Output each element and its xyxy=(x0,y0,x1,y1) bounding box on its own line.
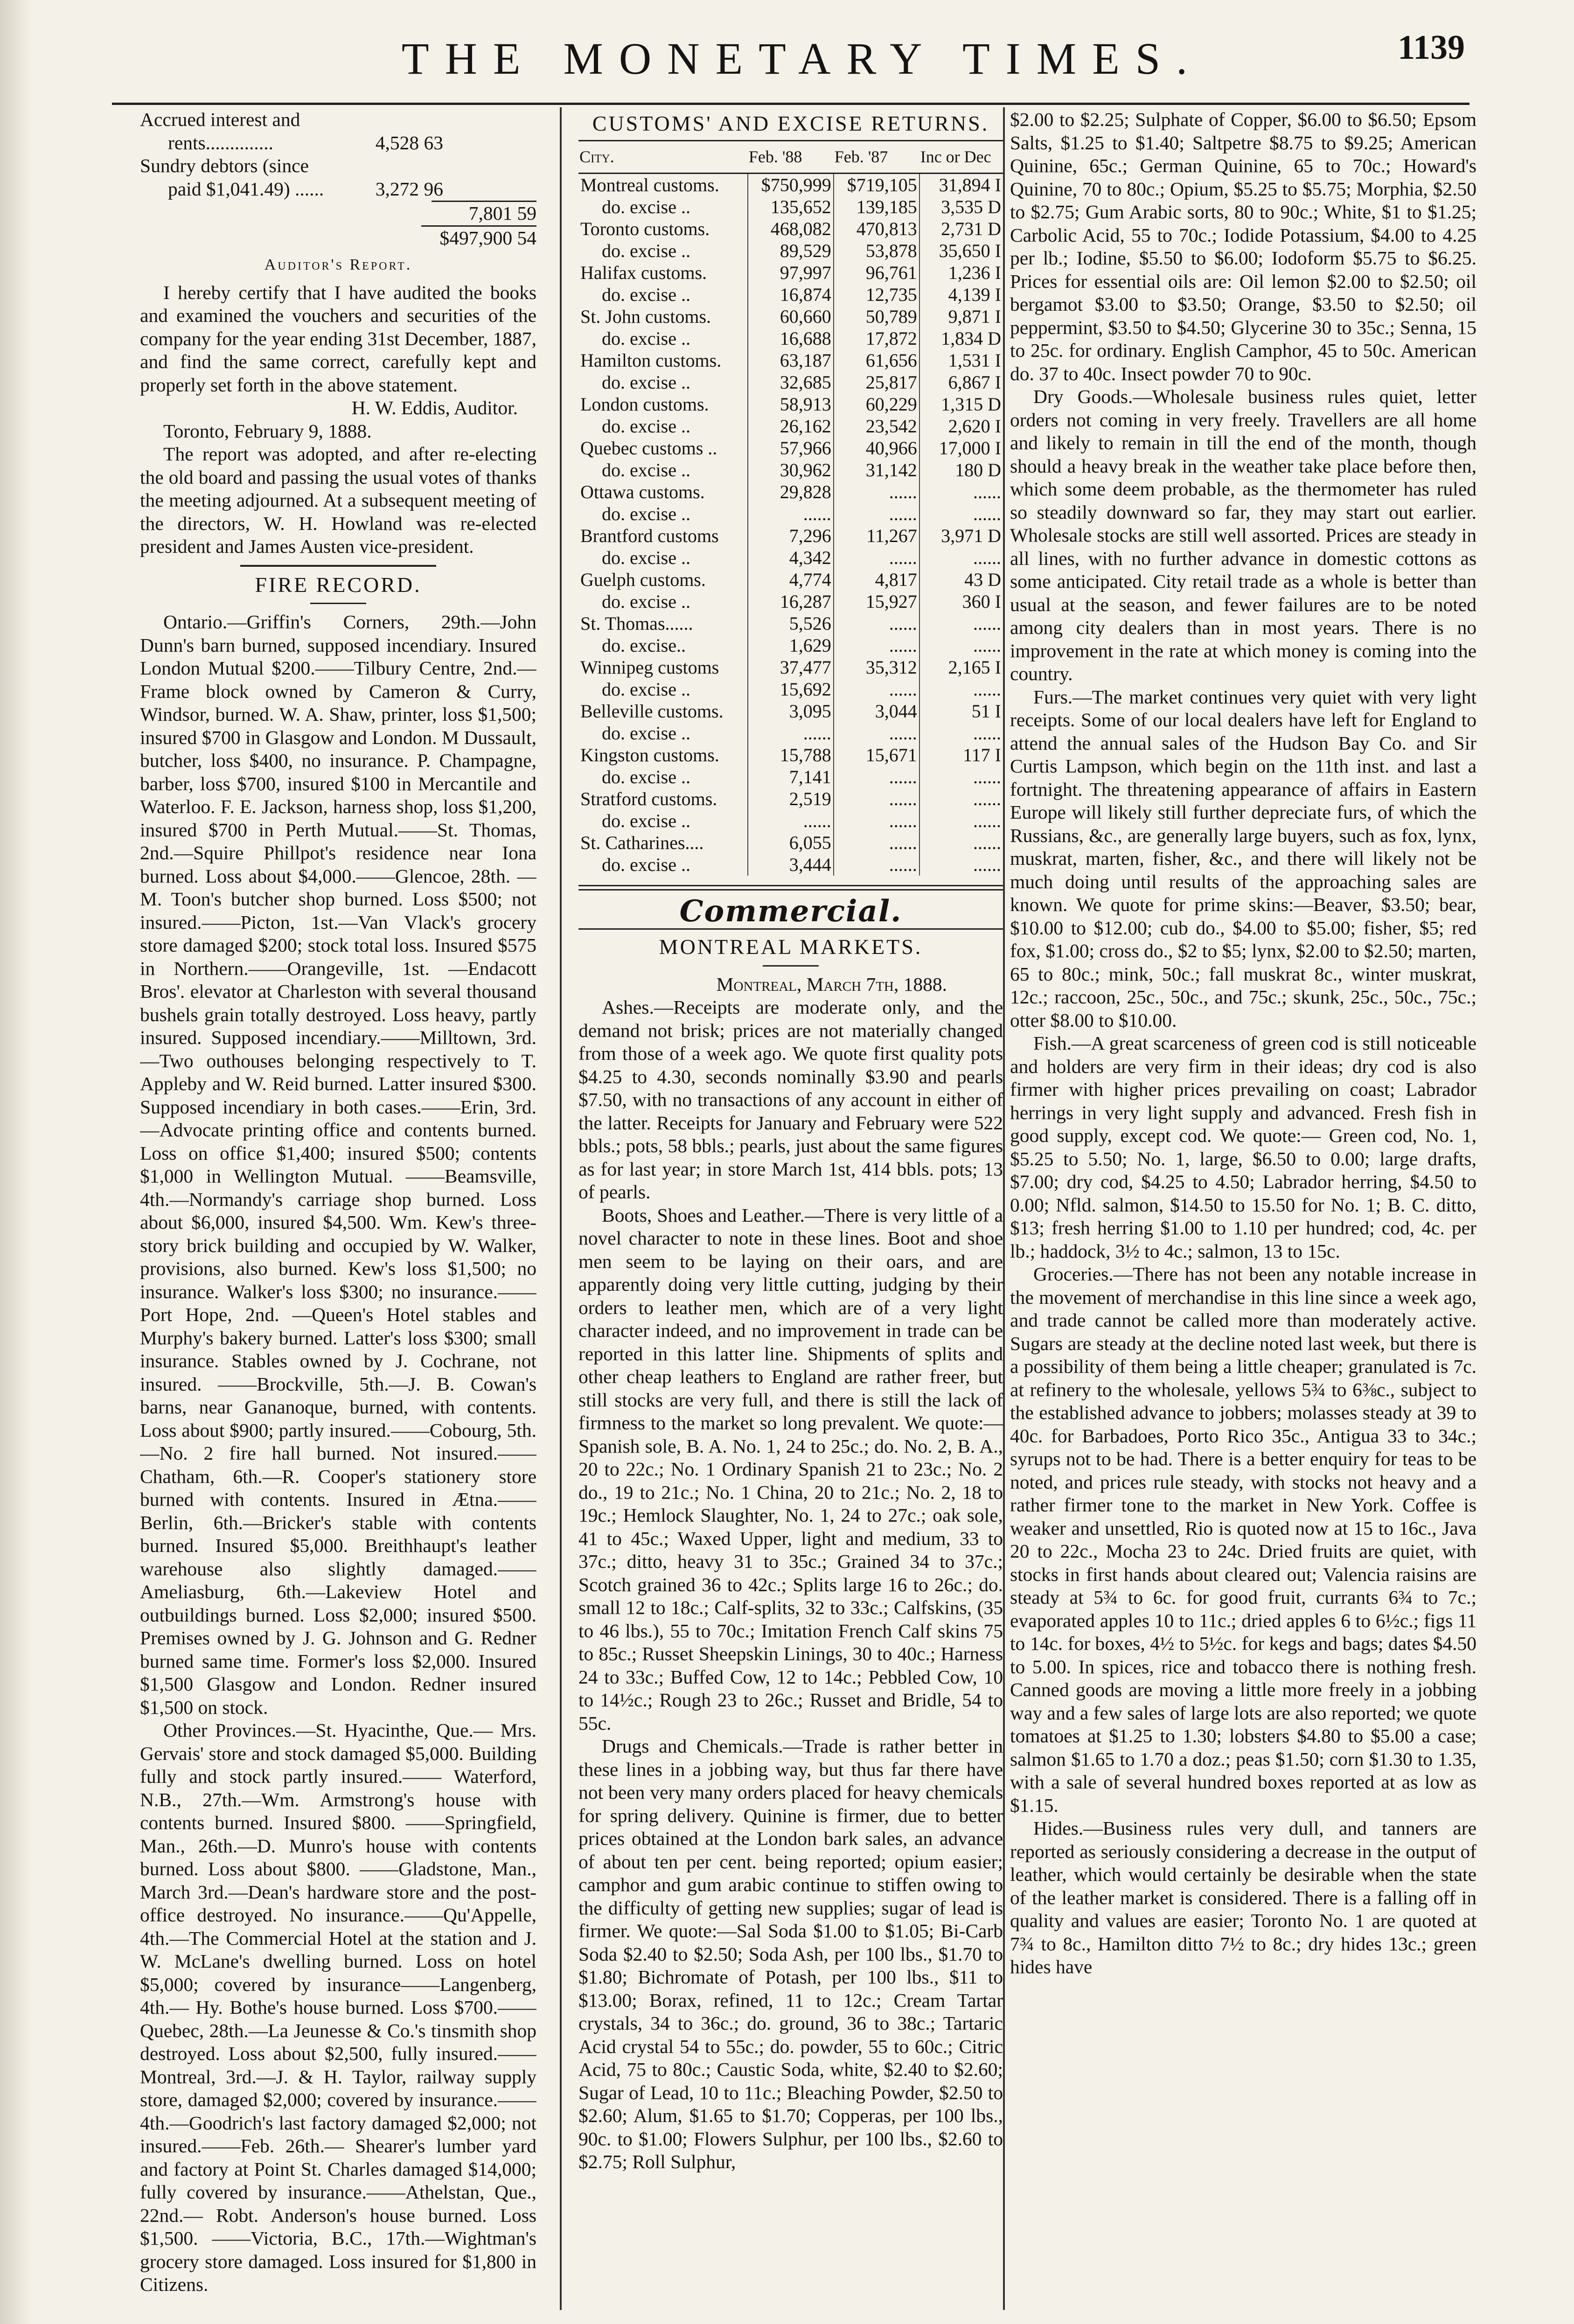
table-cell-city: Guelph customs. xyxy=(580,569,706,590)
table-cell-value: 29,828 xyxy=(748,481,834,503)
table-cell-value: 6,055 xyxy=(748,832,834,854)
column-divider-2 xyxy=(1003,107,1005,2310)
table-row xyxy=(578,284,1003,306)
table-cell-value: 3,044 xyxy=(834,700,919,722)
table-cell-city: do. excise .. xyxy=(602,810,690,831)
table-cell-value: 117 I xyxy=(919,744,1003,766)
table-cell-value: 180 D xyxy=(919,459,1003,481)
table-cell-value: 16,287 xyxy=(748,591,834,612)
balance-sheet-tail xyxy=(140,108,536,250)
account-subtotal: 7,801 59 xyxy=(140,201,536,225)
table-row xyxy=(578,722,1003,744)
table-cell-city: St. Thomas...... xyxy=(580,612,693,634)
table-cell-value: 2,165 I xyxy=(919,656,1003,678)
table-row xyxy=(578,173,1003,196)
table-cell-value: 51 I xyxy=(919,700,1003,722)
table-cell-city: do. excise.. xyxy=(602,634,686,656)
table-cell-value: 97,997 xyxy=(748,262,834,284)
table-cell-value: 15,927 xyxy=(834,591,919,612)
table-cell-value: ...... xyxy=(834,810,919,832)
table-cell-value: ...... xyxy=(834,481,919,503)
furs-text: Furs.—The market continues very quiet with very light receipts. Some of our local dealers have left for England to attend the annual sales of the Hudson Bay Co. and Sir Curtis Lampson, which begin on the 11th inst. and last a fortnight. The threatening appearance of affairs in Eastern Europe will likely still further depreciate furs, of which the Russians, &c., are generally large buyers, such as fox, lynx, muskrat, marten, fisher, &c., and there will likely not be much doing until results of the approaching sales are known. We quote for prime skins:—Beaver, $3.50; bear, $10.00 to $12.00; cub do., $4.00 to $5.00; fisher, $5; red fox, $1.00; cross do., $2 to $5; lynx, $2.00 to $2.50; marten, 65 to 80c.; mink, 50c.; fall muskrat 8c., winter muskrat, 12c.; raccoon, 25c., 50c., and 75c.; skunk, 25c., 50c., 75c.; otter $8.00 to $10.00. xyxy=(1010,686,1476,1031)
table-cell-city: do. excise .. xyxy=(602,722,690,744)
column-header-city: City. xyxy=(578,140,748,173)
table-cell-value: ...... xyxy=(919,678,1003,700)
table-row xyxy=(578,788,1003,810)
table-cell-city: St. John customs. xyxy=(580,306,711,327)
table-cell-value: 32,685 xyxy=(748,371,834,393)
table-cell-value: 61,656 xyxy=(834,349,919,371)
table-cell-value: 135,652 xyxy=(748,196,834,218)
table-cell-value: 5,526 xyxy=(748,612,834,634)
table-cell-value: 50,789 xyxy=(834,306,919,327)
table-cell-value: 3,535 D xyxy=(919,196,1003,218)
table-cell-value: 17,000 I xyxy=(919,437,1003,459)
table-cell-city: do. excise .. xyxy=(602,547,690,568)
account-row: Sundry debtors (since xyxy=(140,155,309,176)
table-cell-value: 40,966 xyxy=(834,437,919,459)
table-cell-city: Ottawa customs. xyxy=(580,481,705,502)
table-cell-value: ...... xyxy=(748,722,834,744)
table-cell-city: do. excise .. xyxy=(602,284,690,305)
table-cell-city: do. excise .. xyxy=(602,196,690,217)
table-cell-city: Toronto customs. xyxy=(580,218,710,239)
table-cell-value: ...... xyxy=(834,788,919,810)
table-row xyxy=(578,371,1003,393)
table-cell-value: ...... xyxy=(919,547,1003,569)
boots-shoes-leather-text: Boots, Shoes and Leather.—There is very little of a novel character to note in these lines. Boot and shoe men seem to be laying on their oars, and are apparently doing very little cutting, judging by their orders to leather men, which are of a very light character indeed, and no improvement in trade can be reported in this latter line. Shipments of splits and other cheap leathers to England are rather freer, but still stocks are very full, and there is still the lack of firmness to the market so long prevalent. We quote:—Spanish sole, B. A. No. 1, 24 to 25c.; do. No. 2, B. A., 20 to 22c.; No. 1 Ordinary Spanish 21 to 23c.; No. 2 do., 19 to 21c.; No. 1 China, 20 to 21c.; No. 2, 18 to 19c.; Hemlock Slaughter, No. 1, 24 to 27c.; oak sole, 41 to 45c.; Waxed Upper, light and medium, 33 to 37c.; ditto, heavy 31 to 35c.; Grained 34 to 37c.; Scotch grained 36 to 42c.; Splits large 16 to 26c.; do. small 12 to 18c.; Calf-splits, 32 to 33c.; Calfskins, (35 to 46 lbs.), 55 to 70c.; Imitation French Calf skins 75 to 85c.; Russet Sheepskin Linings, 30 to 40c.; Harness 24 to 33c.; Buffed Cow, 12 to 14c.; Pebbled Cow, 10 to 14½c.; Rough 23 to 26c.; Russet and Bridle, 54 to 55c. xyxy=(578,1204,1003,1734)
table-cell-city: Brantford customs xyxy=(580,525,719,546)
page-number: 1139 xyxy=(1398,28,1465,67)
table-row xyxy=(578,415,1003,437)
ashes-text: Ashes.—Receipts are moderate only, and the demand not brisk; prices are not materially changed from those of a week ago. We quote first quality pots $4.25 to 4.30, seconds nominally $3.90 and pearls $7.50, with no transactions of any account in either of the latter. Receipts for January and February were 522 bbls.; pots, 58 bbls.; pearls, just about the same figures as for last year; in store March 1st, 414 bbls. pots; 13 of pearls. xyxy=(578,996,1003,1203)
commercial-heading: Commercial. xyxy=(679,893,902,929)
column-1 xyxy=(140,108,536,2305)
table-cell-value: ...... xyxy=(834,612,919,634)
table-cell-value: 1,531 I xyxy=(919,349,1003,371)
table-row xyxy=(578,634,1003,656)
table-cell-city: St. Catharines.... xyxy=(580,832,704,853)
table-cell-city: London customs. xyxy=(580,393,709,415)
table-row xyxy=(578,766,1003,788)
table-cell-value: ...... xyxy=(834,678,919,700)
table-cell-value: ...... xyxy=(919,612,1003,634)
table-row xyxy=(578,393,1003,415)
account-total: $497,900 54 xyxy=(140,225,536,250)
table-row xyxy=(578,810,1003,832)
table-cell-value: ...... xyxy=(834,832,919,854)
table-cell-value: 3,971 D xyxy=(919,525,1003,547)
table-cell-value: 7,296 xyxy=(748,525,834,547)
table-row xyxy=(578,481,1003,503)
drugs-chemicals-text: Drugs and Chemicals.—Trade is rather better in these lines in a jobbing way, but thus far there have not been very many orders placed for heavy chemicals for spring delivery. Quinine is firmer, due to better prices obtained at the London bark sales, an advance of about ten per cent. being reported; opium easier; camphor and gum arabic continue to stiffen owing to the difficulty of getting new supplies; sugar of lead is firmer. We quote:—Sal Soda $1.00 to $1.05; Bi-Carb Soda $2.40 to $2.50; Soda Ash, per 100 lbs., $1.70 to $1.80; Bichromate of Potash, per 100 lbs., $11 to $13.00; Borax, refined, 11 to 12c.; Cream Tartar crystals, 34 to 36c.; do. ground, 36 to 38c.; Tartaric Acid crystal 54 to 55c.; do. powder, 55 to 60c.; Citric Acid, 75 to 80c.; Caustic Soda, white, $2.40 to $2.60; Sugar of Lead, 10 to 11c.; Bleaching Powder, $2.50 to $2.60; Alum, $1.65 to $1.70; Copperas, per 100 lbs., 90c. to $1.00; Flowers Sulphur, per 100 lbs., $2.60 to $2.75; Roll Sulphur, xyxy=(578,1735,1003,2172)
table-cell-value: 1,834 D xyxy=(919,327,1003,349)
table-cell-value: 1,315 D xyxy=(919,393,1003,415)
table-cell-city: do. excise .. xyxy=(602,371,690,393)
table-cell-city: do. excise .. xyxy=(602,240,690,261)
table-cell-value: 2,620 I xyxy=(919,415,1003,437)
table-row xyxy=(578,327,1003,349)
fish-text: Fish.—A great scarceness of green cod is still noticeable and holders are very firm in their ideas; dry cod is also firmer with higher prices prevailing on coast; Labrador herrings in very light supply and advanced. Fresh fish in good supply, except cod. We quote:— Green cod, No. 1, $5.25 to 5.50; No. 1, large, $6.50 to 0.00; large drafts, $7.00; dry cod, $4.25 to 4.50; Labrador herring, $4.50 to 0.00; Nfld. salmon, $14.50 to 15.50 for No. 1; B. C. ditto, $13; fresh herring $1.00 to 1.10 per hundred; cod, 4c. per lb.; haddock, 3½ to 4c.; salmon, 13 to 15c. xyxy=(1010,1032,1476,1262)
auditor-text: I hereby certify that I have audited the books and examined the vouchers and securities of the company for the year ending 31st December, 1887, and find the same correct, carefully kept and properly set forth in the above statement. xyxy=(140,281,536,396)
table-row xyxy=(578,196,1003,218)
table-row xyxy=(578,240,1003,262)
table-cell-value: 4,342 xyxy=(748,547,834,569)
report-text: The report was adopted, and after re-electing the old board and passing the usual votes of thanks the meeting adjourned. At a subsequent meeting of the directors, W. H. Howland was re-elected president and James Austen vice-president. xyxy=(140,443,536,557)
table-cell-value: 2,731 D xyxy=(919,218,1003,240)
table-row xyxy=(578,262,1003,284)
table-cell-value: 60,229 xyxy=(834,393,919,415)
table-row xyxy=(578,832,1003,854)
table-cell-value: 96,761 xyxy=(834,262,919,284)
section-rule xyxy=(310,603,366,604)
auditor-heading: Auditor's Report. xyxy=(264,256,412,273)
masthead xyxy=(140,23,1465,89)
table-cell-value: 470,813 xyxy=(834,218,919,240)
table-cell-value: 11,267 xyxy=(834,525,919,547)
table-row xyxy=(578,744,1003,766)
table-cell-city: Hamilton customs. xyxy=(580,349,722,371)
masthead-rule xyxy=(112,103,1470,105)
table-cell-value: 58,913 xyxy=(748,393,834,415)
table-row xyxy=(578,503,1003,525)
table-cell-value: 60,660 xyxy=(748,306,834,327)
table-cell-city: Belleville customs. xyxy=(580,700,724,722)
table-cell-value: 4,139 I xyxy=(919,284,1003,306)
table-cell-value: 35,312 xyxy=(834,656,919,678)
fire-other-provinces-text: Other Provinces.—St. Hyacinthe, Que.— Mrs. Gervais' store and stock damaged $5,000. Building fully and stock partly insured.—— Waterford, N.B., 27th.—Wm. Armstrong's house with contents burned. Insured $800. ——Springfield, Man., 26th.—D. Munro's house with contents burned. Loss about $800. ——Gladstone, Man., March 3rd.—Dean's hardware store and the post-office destroyed. No insurance.——Qu'Appelle, 4th.—The Commercial Hotel at the station and J. W. McLane's dwelling burned. Loss on hotel $5,000; covered by insurance——Langenberg, 4th.— Hy. Bothe's house burned. Loss $700.—— Quebec, 28th.—La Jeunesse & Co.'s tinsmith shop destroyed. Loss about $2,500, fully insured.——Montreal, 3rd.—J. & H. Taylor, railway supply store, damaged $2,000; covered by insurance.——4th.—Goodrich's last factory damaged $2,000; not insured.——Feb. 26th.— Shearer's lumber yard and factory at Point St. Charles damaged $14,000; fully covered by insurance.——Athelstan, Que., 22nd.— Robt. Anderson's house burned. Loss $1,500. ——Victoria, B.C., 17th.—Wightman's grocery store damaged. Loss insured for $1,800 in Citizens. xyxy=(140,1719,536,2295)
column-header-feb-87: Feb. '87 xyxy=(834,140,919,173)
table-row xyxy=(578,349,1003,371)
table-cell-city: do. excise .. xyxy=(602,327,690,349)
table-cell-value: ...... xyxy=(919,788,1003,810)
table-cell-value: 25,817 xyxy=(834,371,919,393)
table-cell-city: Quebec customs .. xyxy=(580,437,717,459)
table-cell-value: ...... xyxy=(834,547,919,569)
column-2 xyxy=(578,108,1003,2305)
section-rule xyxy=(240,565,436,567)
column-header-feb-88: Feb. '88 xyxy=(748,140,834,173)
table-cell-value: 16,688 xyxy=(748,327,834,349)
table-cell-city: Stratford customs. xyxy=(580,788,717,809)
table-cell-value: 9,871 I xyxy=(919,306,1003,327)
table-row xyxy=(578,218,1003,240)
table-cell-value: $750,999 xyxy=(748,173,834,196)
customs-heading: CUSTOMS' AND EXCISE RETURNS. xyxy=(592,111,989,135)
table-cell-value: ...... xyxy=(919,810,1003,832)
table-cell-city: do. excise .. xyxy=(602,415,690,437)
table-cell-value: 31,142 xyxy=(834,459,919,481)
montreal-markets-heading: MONTREAL MARKETS. xyxy=(659,935,923,959)
table-cell-city: do. excise .. xyxy=(602,678,690,700)
groceries-text: Groceries.—There has not been any notable increase in the movement of merchandise in this line since a week ago, and trade cannot be called more than moderately active. Sugars are steady at the decline noted last week, but there is a possibility of them being a little cheaper; granulated is 7c. at refinery to the wholesale, yellows 5¾ to 6⅜c., subject to the established advance to jobbers; molasses steady at 39 to 40c. for Barbadoes, Porto Rico 35c., Antigua 33 to 34c.; syrups not to be had. There is a better enquiry for teas to be noted, and prices rule steady, with stocks not heavy and a rather firmer tone to the market in New York. Coffee is weaker and unsettled, Rio is quoted now at 15 to 16c., Java 20 to 22c., Mocha 23 to 24c. Dried fruits are quiet, with stocks in first hands about cleared out; Valencia raisins are steady at 5¾ to 6c. for good fruit, currants 6¾ to 7c.; evaporated apples 10 to 11c.; dried apples 6 to 6½c.; figs 11 to 14c. for boxes, 4½ to 5½c. for kegs and bags; dates $4.50 to 5.00. In spices, rice and tobacco there is nothing fresh. Canned goods are moving a little more freely in a jobbing way and a few sales of large lots are also reported; we quote tomatoes at $1.25 to 1.30; lobsters $4.80 to $5.00 a case; salmon $1.65 to 1.70 a doz.; peas $1.50; corn $1.30 to 1.35, with a sale of several hundred boxes reported at as low as $1.15. xyxy=(1010,1263,1476,1816)
table-cell-value: 31,894 I xyxy=(919,173,1003,196)
table-cell-value: ...... xyxy=(834,766,919,788)
table-cell-value: 3,095 xyxy=(748,700,834,722)
table-cell-value: ...... xyxy=(919,832,1003,854)
newspaper-title: THE MONETARY TIMES. xyxy=(401,34,1204,83)
table-cell-value: ...... xyxy=(748,810,834,832)
table-cell-city: Kingston customs. xyxy=(580,744,719,765)
table-row xyxy=(578,678,1003,700)
table-cell-value: 1,629 xyxy=(748,634,834,656)
table-cell-value: 360 I xyxy=(919,591,1003,612)
table-cell-value: 89,529 xyxy=(748,240,834,262)
drugs-continued-text: $2.00 to $2.25; Sulphate of Copper, $6.00 to $6.50; Epsom Salts, $1.25 to $1.40; Saltpetre $8.75 to $9.25; American Quinine, 65c.; German Quinine, 65 to 70c.; Howard's Quinine, 70 to 80c.; Opium, $5.25 to $5.75; Morphia, $2.50 to $2.75; Gum Arabic sorts, 80 to 90c.; White, $1 to $1.25; Carbolic Acid, 55 to 70c.; Iodide Potassium, $4.00 to 4.25 per lb.; Iodine, $5.50 to $6.00; Iodoform $5.75 to $6.25. Prices for essential oils are: Oil lemon $2.00 to $2.50; oil bergamot $3.00 to $3.50; Orange, $3.50 to $2.50; oil peppermint, $3.50 to $4.50; Glycerine 30 to 35c.; Senna, 15 to 25c. for ordinary. English Camphor, 45 to 50c. American do. 37 to 40c. Insect powder 70 to 90c. xyxy=(1010,109,1476,384)
table-row xyxy=(578,612,1003,634)
table-cell-value: 57,966 xyxy=(748,437,834,459)
table-cell-value: ...... xyxy=(919,634,1003,656)
table-row xyxy=(578,459,1003,481)
account-row: Accrued interest and xyxy=(140,109,300,130)
table-cell-city: Halifax customs. xyxy=(580,262,707,283)
column-3 xyxy=(1010,108,1476,2305)
account-row: rents.............. 4,528 63 xyxy=(168,132,443,153)
table-cell-value: 16,874 xyxy=(748,284,834,306)
table-cell-value: ...... xyxy=(919,481,1003,503)
table-row xyxy=(578,525,1003,547)
table-cell-value: 30,962 xyxy=(748,459,834,481)
table-header-row xyxy=(578,140,1003,173)
table-cell-value: $719,105 xyxy=(834,173,919,196)
table-cell-value: 6,867 I xyxy=(919,371,1003,393)
table-cell-value: ...... xyxy=(834,634,919,656)
dry-goods-text: Dry Goods.—Wholesale business rules quiet, letter orders not coming in very freely. Travellers are all home and likely to remain in till the end of the month, though should a heavy break in the weather take place before then, which some deem probable, as the thermometer has ruled so steadily downward so far, they may start out earlier. Wholesale stocks are still well assorted. Prices are steady in all lines, with no further advance in domestic cottons as some anticipated. City retail trade as a whole is better than usual at the season, and fewer failures are to be noted among city dealers than in most years. There is no improvement in the rate at which money is coming into the country. xyxy=(1010,386,1476,684)
table-cell-value: 43 D xyxy=(919,569,1003,591)
table-cell-city: do. excise .. xyxy=(602,503,690,524)
table-cell-value: 17,872 xyxy=(834,327,919,349)
table-cell-city: do. excise .. xyxy=(602,766,690,787)
table-cell-value: 35,650 I xyxy=(919,240,1003,262)
table-cell-value: 139,185 xyxy=(834,196,919,218)
table-cell-value: ...... xyxy=(834,722,919,744)
column-divider-1 xyxy=(560,107,562,2310)
table-cell-value: 4,774 xyxy=(748,569,834,591)
customs-returns-table xyxy=(578,140,1003,876)
table-cell-value: 7,141 xyxy=(748,766,834,788)
table-row xyxy=(578,437,1003,459)
table-cell-value: 1,236 I xyxy=(919,262,1003,284)
table-row xyxy=(578,656,1003,678)
hides-text: Hides.—Business rules very dull, and tanners are reported as seriously considering a decrease in the output of leather, which would certainly be desirable when the state of the leather market is considered. There is a falling off in quality and values are easier; Toronto No. 1 are quoted at 7¾ to 8c., Hamilton ditto 7½ to 8c.; dry hides 13c.; green hides have xyxy=(1010,1817,1476,1977)
table-cell-value: ...... xyxy=(919,503,1003,525)
table-cell-value: ...... xyxy=(919,854,1003,876)
table-cell-value: ...... xyxy=(748,503,834,525)
double-rule xyxy=(578,885,1003,891)
table-cell-value: 2,519 xyxy=(748,788,834,810)
table-cell-value: 12,735 xyxy=(834,284,919,306)
table-cell-value: 468,082 xyxy=(748,218,834,240)
table-cell-city: do. excise .. xyxy=(602,459,690,480)
table-cell-value: ...... xyxy=(834,503,919,525)
table-row xyxy=(578,700,1003,722)
table-cell-city: Montreal customs. xyxy=(580,174,719,195)
table-cell-value: 37,477 xyxy=(748,656,834,678)
table-cell-value: 53,878 xyxy=(834,240,919,262)
auditor-signature: H. W. Eddis, Auditor. xyxy=(351,397,518,418)
table-cell-value: ...... xyxy=(919,722,1003,744)
table-row xyxy=(578,306,1003,327)
table-cell-city: Winnipeg customs xyxy=(580,656,719,678)
section-rule xyxy=(763,965,819,967)
fire-record-heading: FIRE RECORD. xyxy=(255,572,422,597)
auditor-date: Toronto, February 9, 1888. xyxy=(163,420,372,442)
page-edge-shadow xyxy=(0,0,33,2324)
table-cell-city: do. excise .. xyxy=(602,854,690,875)
table-row xyxy=(578,854,1003,876)
table-cell-value: ...... xyxy=(919,766,1003,788)
table-cell-value: 4,817 xyxy=(834,569,919,591)
table-cell-value: 3,444 xyxy=(748,854,834,876)
table-cell-value: 63,187 xyxy=(748,349,834,371)
table-cell-value: 15,692 xyxy=(748,678,834,700)
table-cell-city: do. excise .. xyxy=(602,591,690,612)
table-cell-value: ...... xyxy=(834,854,919,876)
dateline: Montreal, March 7th, 1888. xyxy=(716,973,947,995)
table-cell-value: 15,671 xyxy=(834,744,919,766)
account-row: paid $1,041.49) ...... 3,272 96 xyxy=(168,178,443,200)
table-row xyxy=(578,569,1003,591)
column-header-inc-dec: Inc or Dec xyxy=(919,140,1003,173)
table-cell-value: 26,162 xyxy=(748,415,834,437)
table-cell-value: 15,788 xyxy=(748,744,834,766)
table-row xyxy=(578,591,1003,612)
table-cell-value: 23,542 xyxy=(834,415,919,437)
table-row xyxy=(578,547,1003,569)
fire-ontario-text: Ontario.—Griffin's Corners, 29th.—John Dunn's barn burned, supposed incendiary. Insured London Mutual $200.——Tilbury Centre, 2nd.—Frame block owned by Cameron & Curry, Windsor, burned. W. A. Shaw, printer, loss $1,500; insured $700 in Glasgow and London. M Dussault, butcher, loss $400, no insurance. P. Champagne, barber, loss $700, insured $100 in Mercantile and Waterloo. F. E. Jackson, harness shop, loss $1,200, insured $700 in Perth Mutual.——St. Thomas, 2nd.—Squire Phillpot's residence near Iona burned. Loss about $4,000.——Glencoe, 28th. —M. Toon's butcher shop burned. Loss $500; not insured.——Picton, 1st.—Van Vlack's grocery store damaged $200; stock total loss. Insured $575 in Northern.——Orangeville, 1st. —Endacott Bros'. elevator at Charleston with several thousand bushels grain totally destroyed. Loss heavy, partly insured. Supposed incendiary.——Milltown, 3rd.—Two outhouses belonging respectively to T. Appleby and W. Reid burned. Latter insured $300. Supposed incendiary in both cases.——Erin, 3rd.—Advocate printing office and contents burned. Loss on office $1,400; insured $500; contents $1,000 in Wellington Mutual. ——Beamsville, 4th.—Normandy's carriage shop burned. Loss about $6,000, insured $4,500. Wm. Kew's three-story brick building and occupied by W. Walker, provisions, also burned. Kew's loss $1,500; no insurance. Walker's loss $300; no insurance.——Port Hope, 2nd. —Queen's Hotel stables and Murphy's bakery burned. Latter's loss $300; small insurance. Stables owned by J. Cochrane, not insured. ——Brockville, 5th.—J. B. Cowan's barns, near Gananoque, burned, with contents. Loss about $900; partly insured.——Cobourg, 5th. —No. 2 fire hall burned. Not insured.—— Chatham, 6th.—R. Cooper's stationery store burned with contents. Insured in Ætna.—— Berlin, 6th.—Bricker's stable with contents burned. Insured $5,000. Breithhaupt's leather warehouse also slightly damaged.——Ameliasburg, 6th.—Lakeview Hotel and outbuildings burned. Loss $2,000; insured $500. Premises owned by J. G. Johnson and G. Redner burned same time. Former's loss $2,000. Insured $1,500 Glasgow and London. Redner insured $1,500 on stock. xyxy=(140,611,536,1718)
